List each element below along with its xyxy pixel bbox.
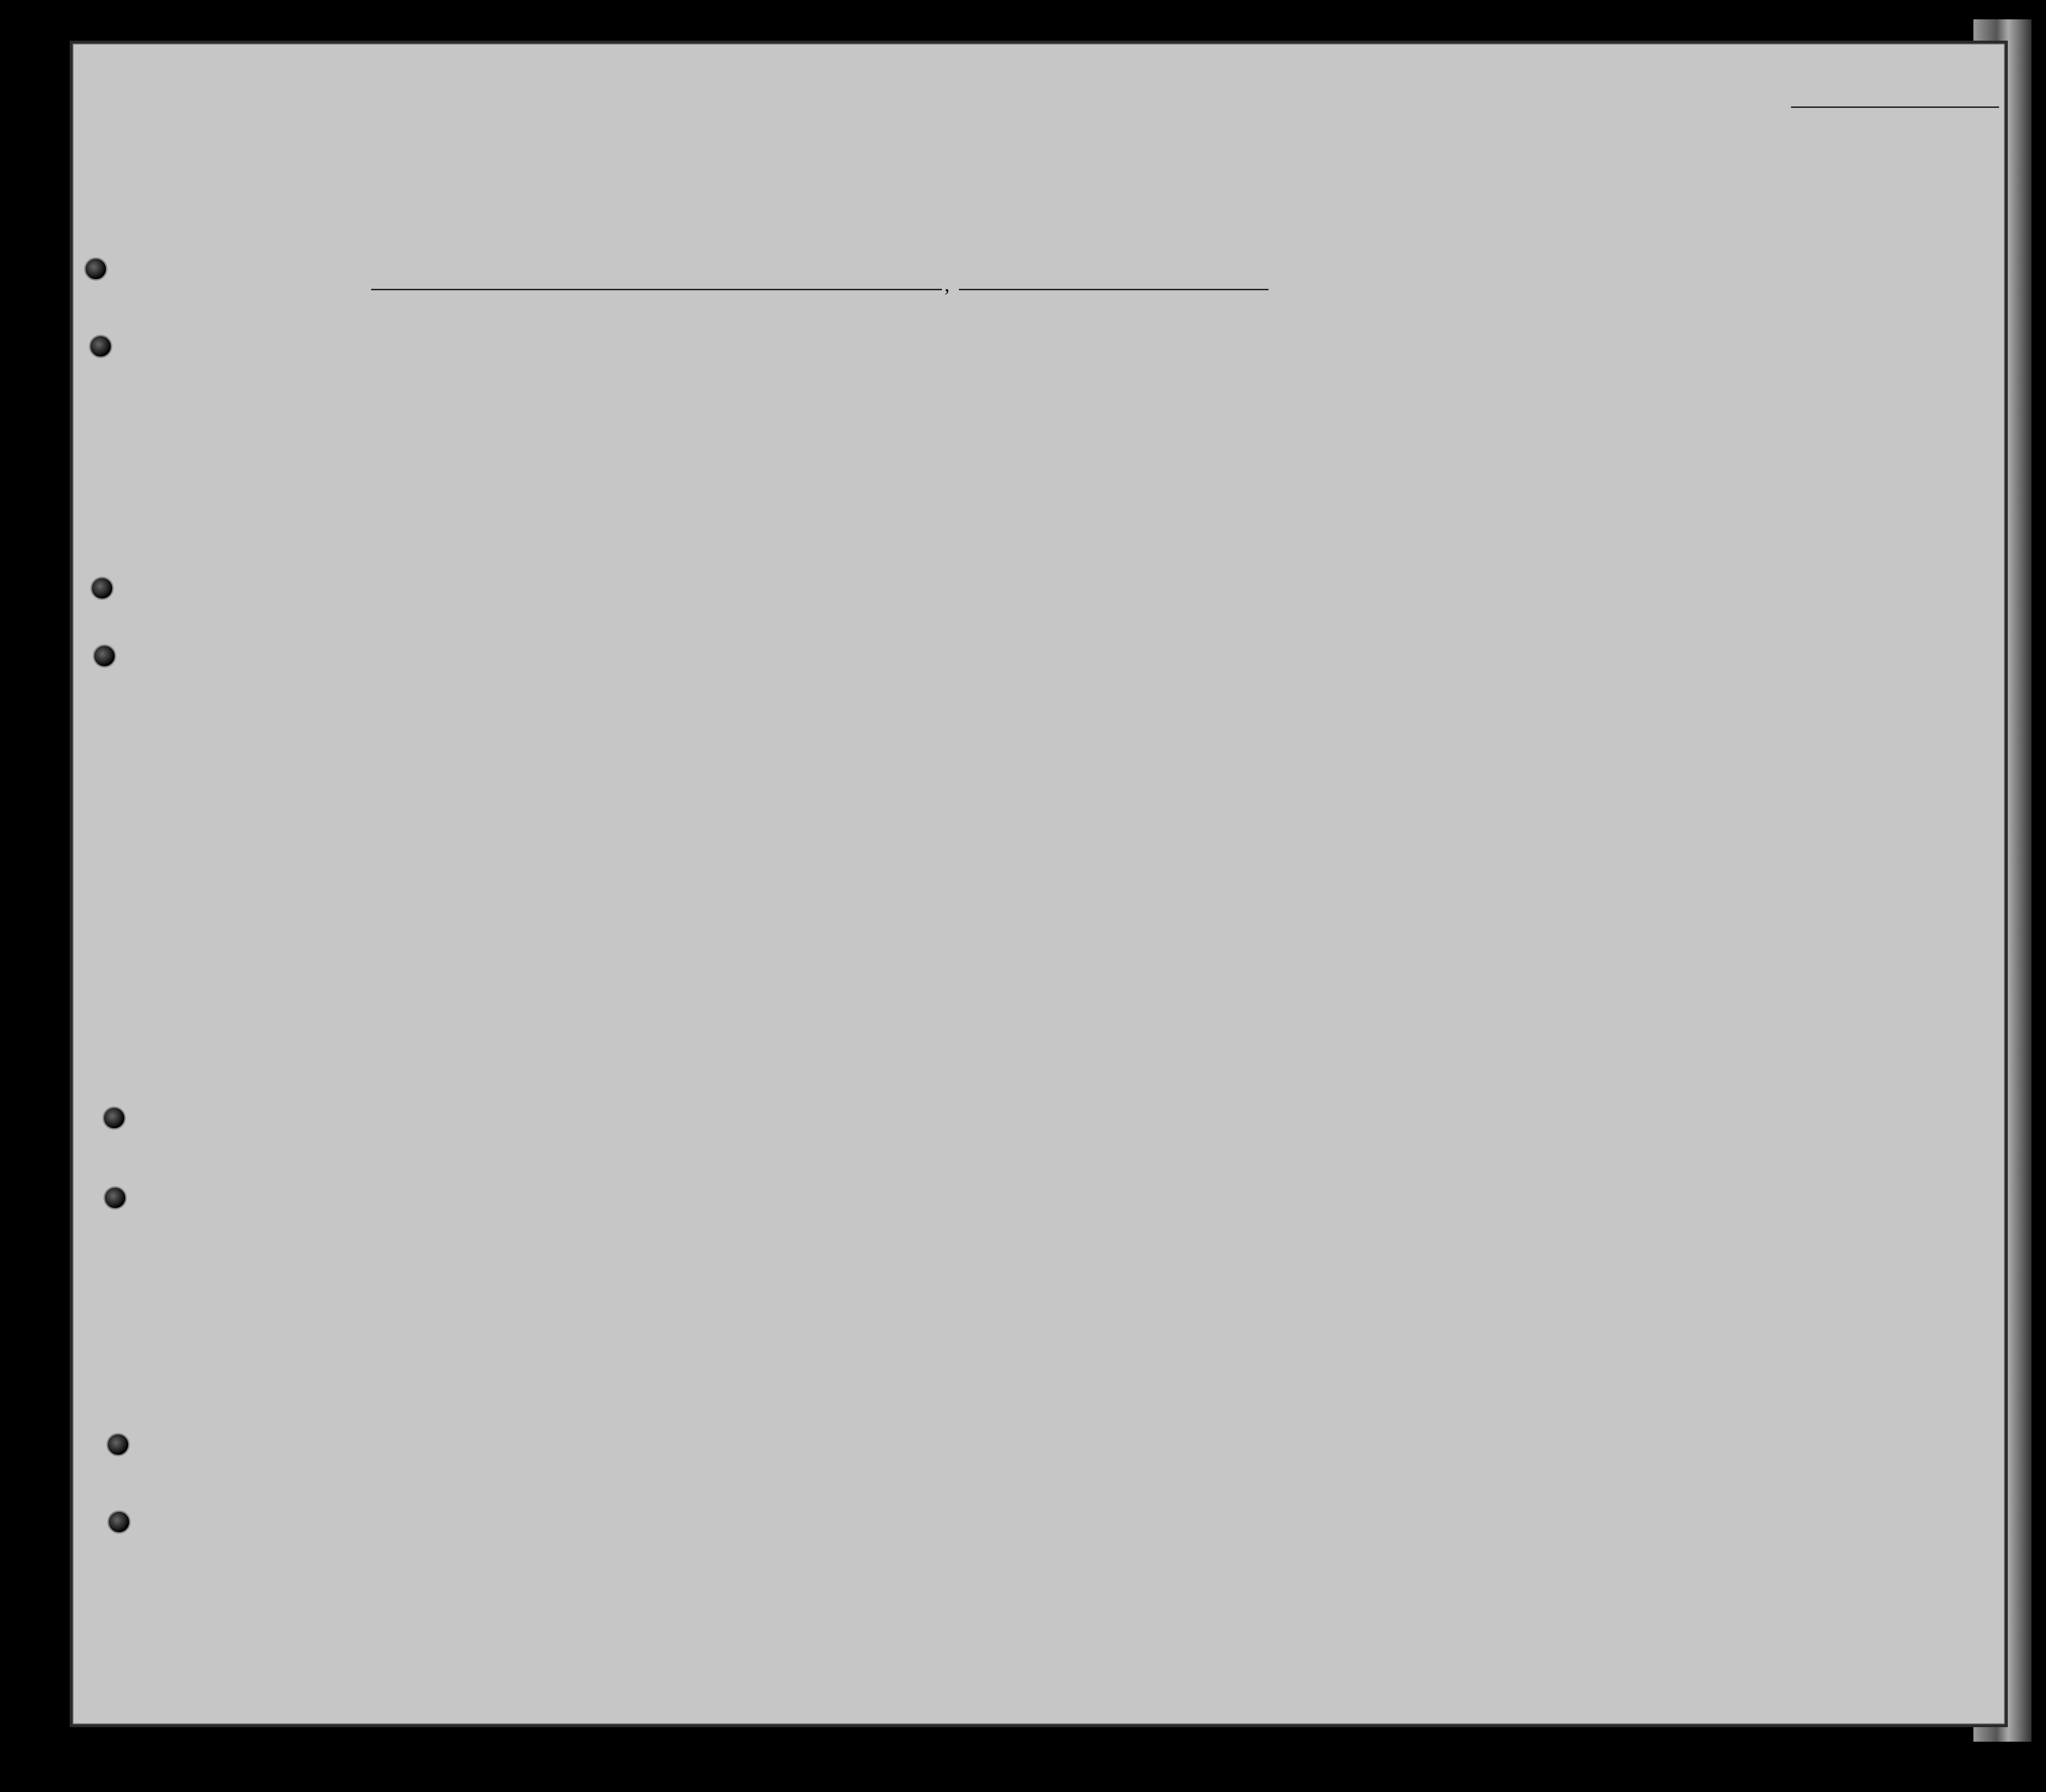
- comma-sep: ,: [944, 272, 950, 296]
- punch-hole: [103, 1106, 126, 1130]
- manifest-grid: [74, 45, 2004, 1723]
- header-inches: [1689, 383, 1709, 456]
- punch-hole: [90, 577, 114, 600]
- header-arrested: [1460, 315, 1479, 465]
- punch-hole: [104, 1186, 127, 1210]
- punch-hole: [106, 1433, 130, 1456]
- header-citizen-intent: [1237, 325, 1259, 465]
- punch-hole: [93, 644, 116, 668]
- header-overthrow: [1349, 315, 1395, 465]
- punch-hole: [107, 1510, 131, 1534]
- header-return-intent: [1187, 325, 1211, 465]
- header-feet: [1665, 383, 1685, 456]
- manifest-sheet: [73, 44, 2005, 1724]
- punch-hole: [84, 257, 107, 281]
- header-polygamist: [1297, 315, 1316, 465]
- header-length-of-stay: [1213, 325, 1235, 465]
- header-labor-offer: [1402, 315, 1431, 465]
- header-excluded: [1435, 315, 1457, 465]
- punch-hole: [89, 335, 112, 358]
- header-ticket: [615, 315, 635, 461]
- header-fifty-dollars: [724, 315, 748, 461]
- header-prison: [1265, 315, 1291, 465]
- header-anarchist: [1322, 315, 1341, 465]
